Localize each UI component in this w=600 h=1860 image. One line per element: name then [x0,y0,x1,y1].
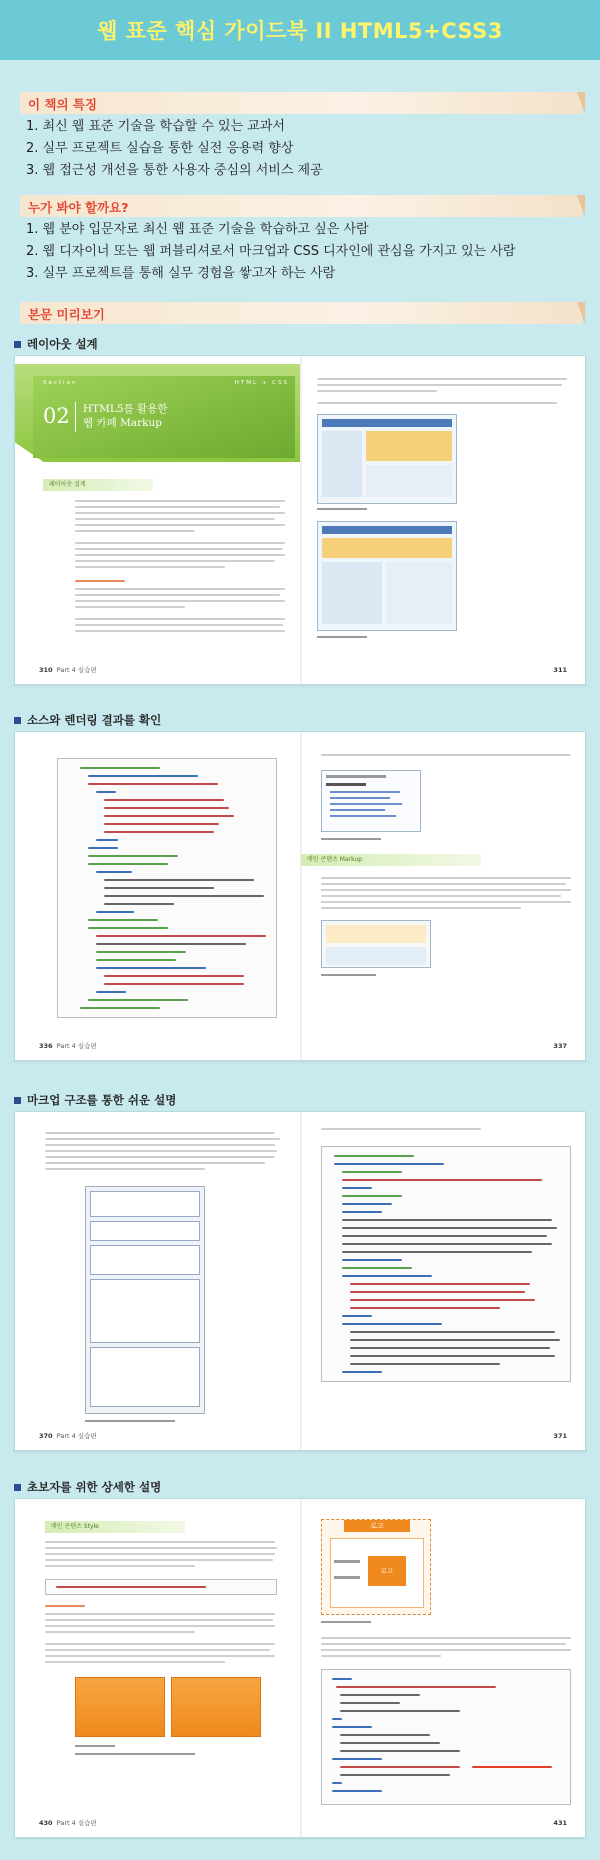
code-listing [57,758,277,1018]
chapter-number: 02 [43,404,70,428]
book-page-left [15,1112,301,1450]
book-page-right [301,732,587,1060]
markup-structure-diagram [85,1186,205,1414]
features-heading-bar [20,92,582,114]
page-number: 310 Part 4 실습편 [39,666,97,674]
book-page-left [15,732,301,1060]
audience-heading: 누가 봐야 할까요? [28,200,129,215]
sample-section-title: 레이아웃 설계 [14,336,98,352]
sample-section-title: 마크업 구조를 통한 쉬운 설명 [14,1092,176,1108]
screenshot-thumbnail [321,770,421,832]
chapter-title: HTML5를 활용한 웹 카페 Markup [83,403,168,429]
preview-heading: 본문 미리보기 [28,307,105,322]
screenshot-thumbnail [317,521,457,631]
page-number: 337 [553,1042,567,1050]
page-number: 371 [553,1432,567,1440]
logo-label: 로고 [344,1520,410,1532]
square-bullet-icon [14,717,21,724]
page-number: 311 [553,666,567,674]
book-page-left [15,356,301,684]
list-item: 1. 웹 분야 입문자로 최신 웹 표준 기술을 학습하고 싶은 사람 [26,222,369,237]
features-list [26,116,323,182]
list-item: 2. 실무 프로젝트 실습을 통한 실전 응용력 향상 [26,141,294,156]
book-page-right [301,1499,587,1837]
list-item: 3. 웹 접근성 개선을 통한 사용자 중심의 서비스 제공 [26,163,323,178]
list-item: 1. 최신 웹 표준 기술을 학습할 수 있는 교과서 [26,119,285,134]
sub-heading: 레이아웃 설계 [43,479,153,491]
book-page-right [301,1112,587,1450]
book-spread-source [14,731,586,1061]
page-number: 336 Part 4 실습편 [39,1042,97,1050]
audience-heading-bar [20,195,582,217]
square-bullet-icon [14,1484,21,1491]
page-header [0,0,600,60]
sub-heading: 메인 콘텐츠 Style [45,1521,185,1533]
page-number: 431 [553,1819,567,1827]
style-preview-box [75,1677,165,1737]
screenshot-thumbnail [317,414,457,504]
section-tag: HTML + CSS [234,380,289,386]
book-spread-style [14,1498,586,1838]
list-item: 2. 웹 디자이너 또는 웹 퍼블리셔로서 마크업과 CSS 디자인에 관심을 가지고 있는 사람 [26,244,516,259]
code-listing [321,1146,571,1382]
square-bullet-icon [14,1097,21,1104]
sample-section-title: 소스와 렌더링 결과를 확인 [14,712,161,728]
book-spread-markup [14,1111,586,1451]
style-preview-box [171,1677,261,1737]
audience-list [26,219,515,285]
page-number: 370 Part 4 실습편 [39,1432,97,1440]
preview-heading-bar [20,302,582,324]
sub-heading: 메인 콘텐츠 Markup [301,854,481,866]
features-heading: 이 책의 특징 [28,97,98,112]
code-listing [45,1579,277,1595]
page-title: 웹 표준 핵심 가이드북 II HTML5+CSS3 [97,19,503,43]
book-spread-layout [14,355,586,685]
book-page-left [15,1499,301,1837]
section-label: Section [43,380,78,386]
page-number: 430 Part 4 실습편 [39,1819,97,1827]
screenshot-thumbnail [321,920,431,968]
square-bullet-icon [14,341,21,348]
list-item: 3. 실무 프로젝트를 통해 실무 경험을 쌓고자 하는 사람 [26,266,336,281]
box-model-diagram: 로고 로고 [321,1519,431,1615]
code-listing [321,1669,571,1805]
book-page-right [301,356,587,684]
sample-section-title: 초보자를 위한 상세한 설명 [14,1479,161,1495]
